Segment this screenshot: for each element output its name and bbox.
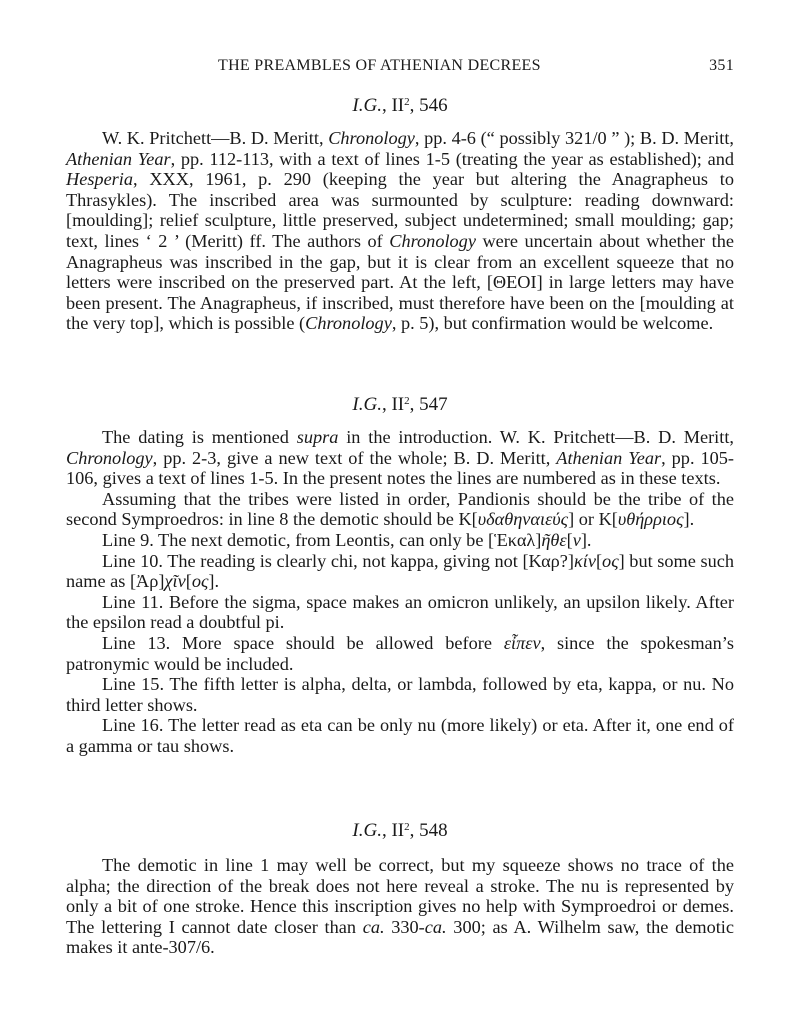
text-run: in the introduction. W. K. Pritchett—B. D. Meritt,: [338, 427, 734, 447]
italic-text: Athenian Year: [556, 447, 662, 468]
paragraph: [66, 715, 734, 756]
text-run: ].: [580, 529, 592, 550]
text-run: [: [566, 529, 573, 550]
text-run: ] but some such name as [Ἀρ]: [66, 550, 734, 592]
text-run: ].: [683, 509, 695, 530]
text-run: were uncertain about whether the Anagrapheus was inscribed in the gap, but it is clear from an excellent squeeze that no letters were inscribed on the preserved part. At the left, [ΘΕΟΙ] in large letters may have been present. The Anagrapheus, if inscribed, must therefore have been on the [moulding at the very top], which is possible (: [66, 230, 734, 334]
heading-prefix: I.G.: [352, 95, 382, 116]
text-run: ] or Κ[: [568, 509, 618, 530]
paragraph: [66, 633, 734, 674]
italic-text: supra: [296, 427, 339, 447]
text-run: , XXX, 1961, p. 290 (keeping the year but altering the Anagrapheus to Thrasykles). The inscribed area was surmounted by sculpture: reading downward: [moulding]; relief sculpture, little preserved, subject undetermined; small moulding; gap; text, lines ‘ 2 ’ (Meritt) ff. The authors of: [66, 169, 734, 251]
text-run: Line 9. The next demotic, from Leontis, can only be [Ἑκαλ]: [102, 529, 542, 550]
text-run: Line 15. The fifth letter is alpha, delta, or lambda, followed by eta, kappa, or nu. No third letter shows.: [66, 674, 734, 715]
heading-number: , 548: [409, 820, 448, 841]
italic-text: κίν: [573, 550, 596, 571]
text-run: Line 10. The reading is clearly chi, not kappa, giving not [Καρ?]: [102, 550, 574, 571]
italic-text: εἶπεν: [503, 632, 541, 653]
text-run: 330-: [384, 916, 425, 937]
text-run: , pp. 2-3, give a new text of the whole; B. D. Meritt,: [152, 447, 557, 468]
paragraph: [66, 592, 734, 633]
text-run: , p. 5), but confirmation would be welcome.: [391, 313, 714, 334]
text-run: [: [595, 550, 603, 571]
paragraph: [66, 427, 734, 489]
italic-text: Chronology: [328, 128, 415, 148]
section-heading-548: [66, 820, 734, 846]
running-head: [66, 57, 734, 79]
heading-superscript: 2: [404, 96, 410, 108]
paragraph: [66, 674, 734, 715]
italic-text: υδαθηναιεύς: [477, 509, 569, 530]
italic-text: ος: [191, 571, 209, 592]
italic-text: υθήρριος: [617, 509, 684, 530]
italic-text: ca.: [424, 916, 447, 937]
heading-prefix: I.G.: [352, 820, 382, 841]
italic-text: ῆθε: [541, 529, 567, 550]
italic-text: ος: [602, 550, 619, 571]
section-body-546: [66, 128, 734, 334]
heading-prefix: I.G.: [352, 394, 382, 415]
text-run: Line 16. The letter read as eta can be only nu (more likely) or eta. After it, one end of a gamma or tau shows.: [66, 715, 734, 756]
heading-numeral: , II: [381, 95, 405, 116]
italic-text: Hesperia: [66, 169, 134, 190]
heading-superscript: 2: [404, 395, 410, 407]
italic-text: Chronology: [66, 447, 153, 468]
text-run: ].: [208, 571, 220, 592]
italic-text: ν: [572, 529, 581, 550]
italic-text: Chronology: [305, 313, 392, 334]
italic-text: χῖν: [164, 571, 186, 592]
text-run: The demotic in line 1 may well be correct, but my squeeze shows no trace of the alpha; the direction of the break does not here reveal a stroke. The nu is represented by only a bit of one stroke. Hence this inscription gives no help with Symproedroi or demes. The lettering I cannot date closer than: [66, 855, 734, 937]
running-title: THE PREAMBLES OF ATHENIAN DECREES: [218, 57, 541, 74]
text-run: , pp. 112-113, with a text of lines 1-5 (treating the year as established); and: [170, 148, 734, 169]
heading-number: , 547: [409, 394, 448, 415]
text-run: W. K. Pritchett—B. D. Meritt,: [102, 128, 329, 148]
text-run: The dating is mentioned: [102, 427, 297, 447]
section-heading-546: [66, 95, 734, 121]
text-run: , since the spokesman’s patronymic would be included.: [66, 632, 734, 674]
text-run: , pp. 105-106, gives a text of lines 1-5. In the present notes the lines are numbered as in these texts.: [66, 447, 735, 489]
page-number: 351: [709, 57, 734, 74]
text-run: Line 11. Before the sigma, space makes an omicron unlikely, an upsilon likely. After the epsilon read a doubtful pi.: [66, 591, 734, 633]
heading-numeral: , II: [381, 820, 405, 841]
paragraph: [66, 855, 734, 958]
section-body-547: [66, 427, 734, 757]
italic-text: Athenian Year: [66, 148, 171, 169]
italic-text: Chronology: [389, 230, 476, 251]
text-run: [: [185, 571, 192, 592]
text-run: Assuming that the tribes were listed in order, Pandionis should be the tribe of the second Symproedros: in line 8 the demotic should be Κ[: [66, 488, 734, 530]
heading-number: , 546: [409, 95, 448, 116]
section-heading-547: [66, 394, 734, 420]
paragraph: [66, 128, 734, 334]
text-run: 300; as A. Wilhelm saw, the demotic makes it ante-307/6.: [66, 916, 734, 958]
paragraph: [66, 530, 734, 551]
heading-numeral: , II: [381, 394, 405, 415]
paragraph: [66, 551, 734, 592]
italic-text: ca.: [362, 916, 385, 937]
text-run: Line 13. More space should be allowed before: [102, 632, 504, 653]
heading-superscript: 2: [404, 821, 410, 833]
paragraph: [66, 489, 734, 530]
section-body-548: [66, 855, 734, 958]
text-run: , pp. 4-6 (“ possibly 321/0 ” ); B. D. Meritt,: [414, 128, 734, 148]
